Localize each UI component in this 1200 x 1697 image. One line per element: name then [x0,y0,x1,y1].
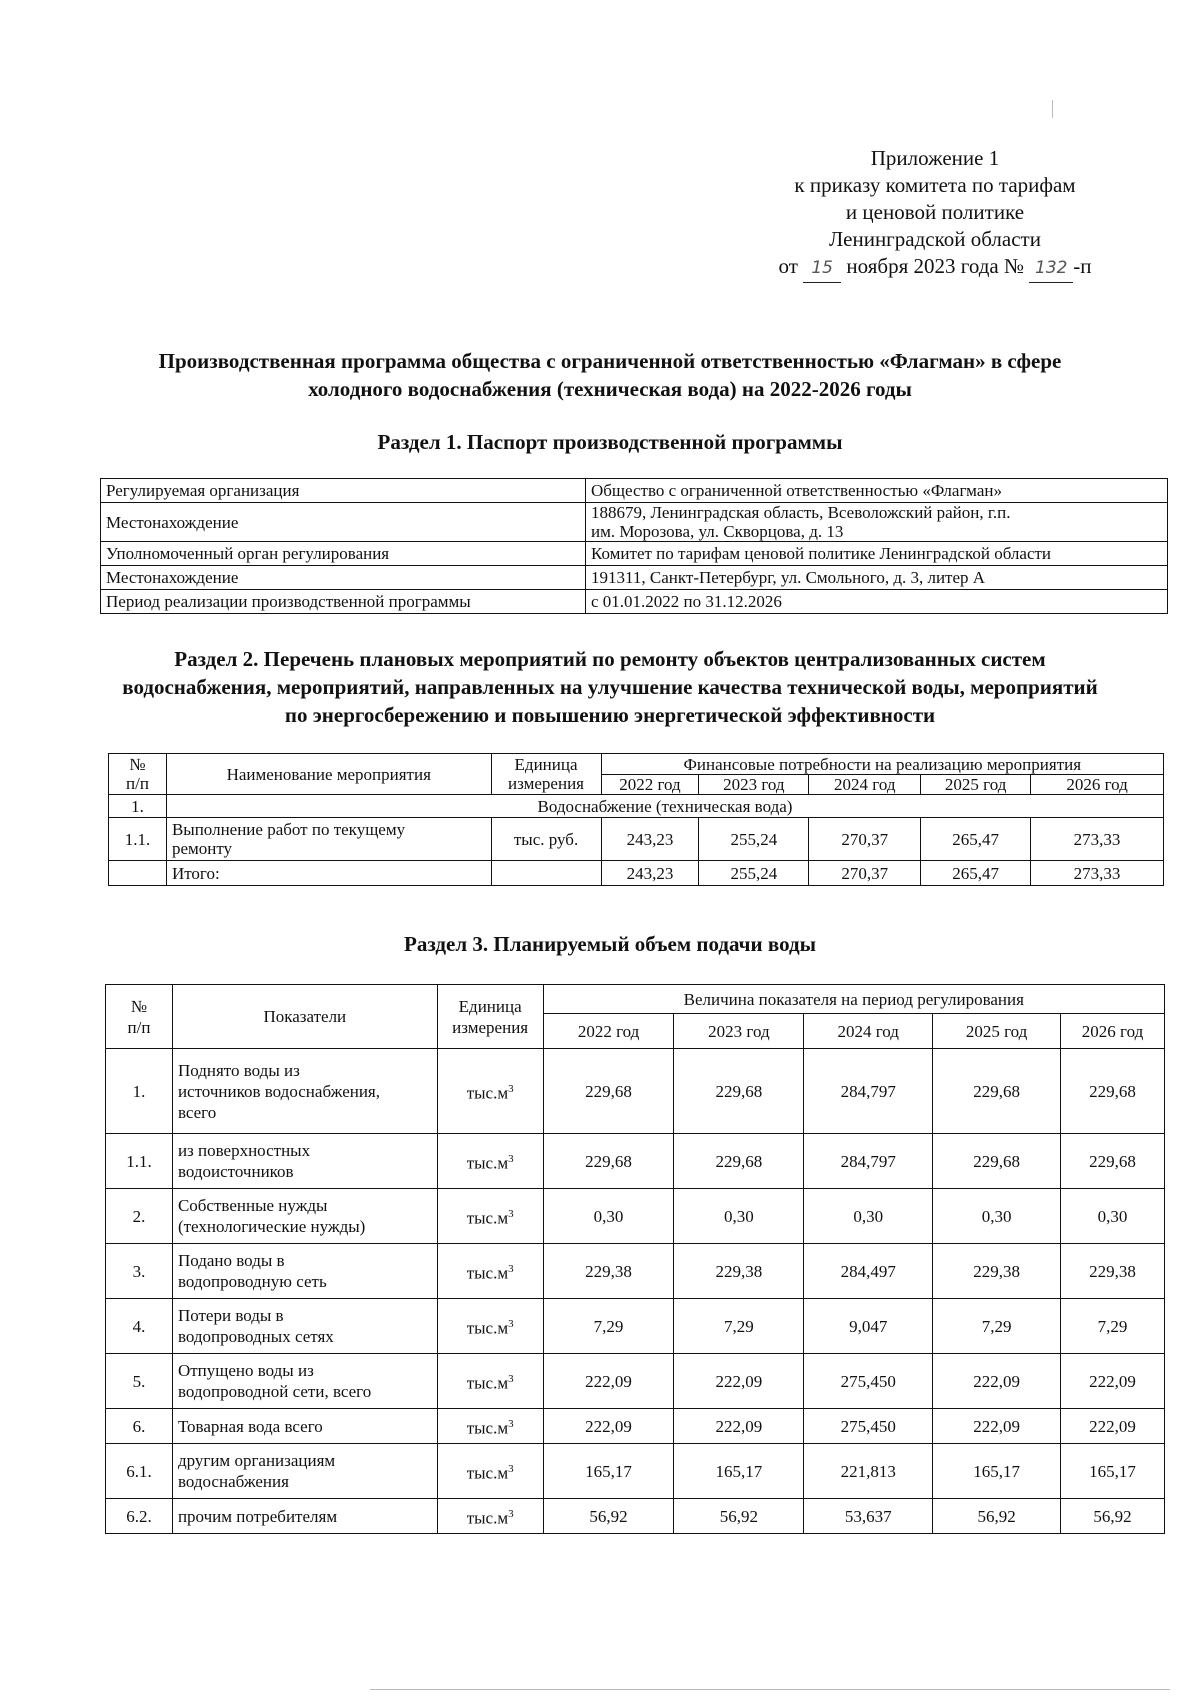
row-num: 4. [106,1299,173,1354]
row-value: 229,38 [933,1244,1061,1299]
header-text: Единица [514,755,578,774]
unit-text: тыс.м [466,1153,509,1173]
row-name-line: Собственные нужды [177,1196,328,1215]
unit-exponent: 3 [508,1262,514,1275]
table-row [109,795,1164,818]
row-name-line: источников водоснабжения, [177,1081,381,1101]
header-name: Наименование мероприятия [166,754,491,795]
row-value: 284,497 [804,1244,933,1299]
unit-text: тыс.м [466,1263,509,1283]
unit-text: тыс.м [466,1418,509,1438]
passport-value: 191311, Санкт-Петербург, ул. Смольного, д. 3, литер А [586,566,1168,590]
row-name-line: водопроводной сети, всего [177,1382,372,1401]
header-text: № [129,755,146,774]
table-header-row [106,985,1165,1014]
row-value: 270,37 [809,818,921,861]
table-row [101,542,1168,566]
row-unit [491,861,601,886]
row-value: 222,09 [1061,1354,1165,1409]
row-unit [437,1244,543,1299]
total-label: Итого: [166,861,491,886]
row-value: 222,09 [1061,1409,1165,1444]
row-value: 229,68 [933,1049,1061,1134]
appendix-line-3: и ценовой политике [845,200,1025,224]
table-row [106,1444,1165,1499]
header-period: Величина показателя на период регулирования [543,985,1164,1014]
header-year: 2025 год [933,1014,1061,1049]
row-name [166,818,491,861]
row-num: 6. [106,1409,173,1444]
table-row [101,479,1168,503]
table-row [106,1354,1165,1409]
date-prefix: от [778,254,798,278]
value-line: им. Морозова, ул. Скворцова, д. 13 [591,522,844,541]
row-name-line: водоснабжения [177,1472,289,1491]
row-value: 284,797 [804,1134,933,1189]
row-value: 229,68 [674,1049,804,1134]
header-year: 2025 год [921,775,1031,795]
row-value: 165,17 [933,1444,1061,1499]
passport-key: Местонахождение [101,566,586,590]
header-text: № [130,996,148,1016]
row-value: 7,29 [1061,1299,1165,1354]
row-name-line: всего [177,1102,217,1122]
table-row [109,818,1164,861]
row-name-line: прочим потребителям [177,1506,338,1526]
row-value: 56,92 [674,1499,804,1534]
handwritten-day: 15 [803,255,841,283]
header-year: 2023 год [674,1014,804,1049]
row-value: 56,92 [933,1499,1061,1534]
unit-exponent: 3 [508,1507,514,1520]
table-header-row [109,754,1164,775]
row-value: 165,17 [674,1444,804,1499]
row-num: 1.1. [109,818,167,861]
appendix-header [740,145,1130,283]
row-name-line: Потери воды в [177,1306,284,1325]
volume-table [105,984,1165,1534]
row-num: 1. [106,1049,173,1134]
header-finance: Финансовые потребности на реализацию мероприятия [601,754,1164,775]
row-num: 1. [109,795,167,818]
header-num [106,985,173,1049]
events-table [108,753,1164,886]
header-year: 2023 год [699,775,809,795]
header-year: 2026 год [1061,1014,1165,1049]
row-value: 229,68 [1061,1134,1165,1189]
row-num: 3. [106,1244,173,1299]
row-value: 275,450 [804,1354,933,1409]
scan-mark [1052,100,1053,118]
section-1-title: Раздел 1. Паспорт производственной программы [377,430,843,454]
header-unit [491,754,601,795]
row-name [172,1244,437,1299]
total-value: 265,47 [921,861,1031,886]
header-year: 2026 год [1031,775,1164,795]
row-num: 6.2. [106,1499,173,1534]
row-name [172,1499,437,1534]
unit-exponent: 3 [508,1372,514,1385]
unit-text: тыс.м [466,1373,509,1393]
table-row [106,1244,1165,1299]
passport-value [586,503,1168,542]
passport-key: Период реализации производственной программы [101,590,586,614]
section-3-title: Раздел 3. Планируемый объем подачи воды [404,932,816,956]
section-2-title: Раздел 2. Перечень плановых мероприятий по ремонту объектов централизованных систем водоснабжения, мероприятий, направленных на улучшение качества технической воды, мероприятий по энергосбережению и повышению энергетической эффективности [122,647,1098,727]
row-value: 229,68 [543,1049,674,1134]
row-name-line: Выполнение работ по текущему [171,820,406,839]
table-row [106,1299,1165,1354]
passport-key: Местонахождение [101,503,586,542]
row-value: 222,09 [933,1354,1061,1409]
unit-exponent: 3 [508,1317,514,1330]
row-name [172,1299,437,1354]
passport-table [100,478,1168,614]
table-row [101,566,1168,590]
handwritten-number: 132 [1029,255,1073,283]
table-row [101,503,1168,542]
row-unit [437,1354,543,1409]
row-name-line: водопроводных сетях [177,1327,334,1346]
row-value: 56,92 [1061,1499,1165,1534]
value-line: 188679, Ленинградская область, Всеволожский район, г.п. [591,503,1011,522]
row-value: 229,68 [933,1134,1061,1189]
row-name-line: Поднято воды из [177,1060,300,1080]
order-date-line [740,253,1130,283]
row-name-line: другим организациям [177,1451,336,1470]
table-row [106,1189,1165,1244]
row-name-line: Отпущено воды из [177,1361,314,1380]
row-value: 222,09 [543,1354,674,1409]
unit-exponent: 3 [508,1152,514,1165]
header-text: измерения [508,774,584,793]
row-value: 56,92 [543,1499,674,1534]
row-value: 7,29 [674,1299,804,1354]
row-name-line: Товарная вода всего [177,1416,323,1436]
row-value: 221,813 [804,1444,933,1499]
row-value: 0,30 [674,1189,804,1244]
unit-text: тыс.м [466,1318,509,1338]
row-value: 53,637 [804,1499,933,1534]
row-value: 229,68 [1061,1049,1165,1134]
row-value: 229,68 [543,1134,674,1189]
date-middle: ноября 2023 года № [846,254,1025,278]
header-unit [437,985,543,1049]
row-unit [437,1444,543,1499]
row-name-line: Подано воды в [177,1251,285,1270]
row-value: 284,797 [804,1049,933,1134]
row-value: 0,30 [804,1189,933,1244]
table-row [106,1499,1165,1534]
row-num: 6.1. [106,1444,173,1499]
total-value: 243,23 [601,861,699,886]
unit-exponent: 3 [508,1207,514,1220]
row-unit [437,1409,543,1444]
document-title: Производственная программа общества с ограниченной ответственностью «Флагман» в сфере холодного водоснабжения (техническая вода) на 2022-2026 годы [158,349,1062,401]
row-value: 229,38 [543,1244,674,1299]
table-row [106,1134,1165,1189]
row-name-line: (технологические нужды) [177,1217,366,1236]
row-name [172,1409,437,1444]
row-value: 229,68 [674,1134,804,1189]
row-value: 243,23 [601,818,699,861]
unit-exponent: 3 [508,1082,514,1095]
row-unit [437,1049,543,1134]
row-value: 222,09 [674,1409,804,1444]
row-num: 2. [106,1189,173,1244]
appendix-line-2: к приказу комитета по тарифам [794,173,1076,197]
row-value: 222,09 [543,1409,674,1444]
row-name-line: водопроводную сеть [177,1272,327,1291]
row-value: 275,450 [804,1409,933,1444]
number-suffix: -п [1073,254,1092,278]
row-name [172,1049,437,1134]
row-value: 255,24 [699,818,809,861]
row-value: 0,30 [933,1189,1061,1244]
header-year: 2022 год [601,775,699,795]
row-name [172,1444,437,1499]
total-value: 273,33 [1031,861,1164,886]
row-value: 229,38 [674,1244,804,1299]
row-value: 0,30 [1061,1189,1165,1244]
passport-value: Общество с ограниченной ответственностью «Флагман» [586,479,1168,503]
row-value: 229,38 [1061,1244,1165,1299]
total-value: 255,24 [699,861,809,886]
row-value: 7,29 [933,1299,1061,1354]
group-label: Водоснабжение (техническая вода) [166,795,1163,818]
unit-exponent: 3 [508,1462,514,1475]
row-unit [437,1134,543,1189]
page-bottom-rule [370,1689,1170,1690]
row-value: 265,47 [921,818,1031,861]
header-name: Показатели [172,985,437,1049]
passport-key: Регулируемая организация [101,479,586,503]
row-value: 273,33 [1031,818,1164,861]
header-text: измерения [452,1017,529,1037]
row-num: 5. [106,1354,173,1409]
header-text: п/п [126,774,149,793]
row-value: 222,09 [674,1354,804,1409]
row-name [172,1354,437,1409]
row-value: 0,30 [543,1189,674,1244]
row-value: 9,047 [804,1299,933,1354]
table-row [101,590,1168,614]
unit-text: тыс.м [466,1463,509,1483]
row-name-line: из поверхностных [177,1141,311,1160]
header-text: п/п [127,1017,151,1037]
passport-key: Уполномоченный орган регулирования [101,542,586,566]
appendix-line-1: Приложение 1 [870,146,1000,170]
header-year: 2024 год [804,1014,933,1049]
row-value: 165,17 [1061,1444,1165,1499]
unit-exponent: 3 [508,1417,514,1430]
total-value: 270,37 [809,861,921,886]
row-name [172,1189,437,1244]
volume-table-body [106,1049,1165,1534]
row-unit [437,1299,543,1354]
row-value: 165,17 [543,1444,674,1499]
passport-value: Комитет по тарифам ценовой политике Ленинградской области [586,542,1168,566]
row-unit [437,1499,543,1534]
header-num [109,754,167,795]
table-row [106,1049,1165,1134]
passport-value: с 01.01.2022 по 31.12.2026 [586,590,1168,614]
header-year: 2022 год [543,1014,674,1049]
row-name-line: ремонту [171,839,233,858]
unit-text: тыс.м [466,1083,509,1103]
unit-text: тыс.м [466,1208,509,1228]
table-row [109,861,1164,886]
row-unit [437,1189,543,1244]
table-row [106,1409,1165,1444]
appendix-line-4: Ленинградской области [829,227,1041,251]
row-name [172,1134,437,1189]
row-value: 7,29 [543,1299,674,1354]
header-text: Единица [458,996,522,1016]
unit-text: тыс.м [466,1508,509,1528]
row-value: 222,09 [933,1409,1061,1444]
row-unit: тыс. руб. [491,818,601,861]
row-num: 1.1. [106,1134,173,1189]
row-name-line: водоисточников [177,1162,294,1181]
header-year: 2024 год [809,775,921,795]
row-num [109,861,167,886]
